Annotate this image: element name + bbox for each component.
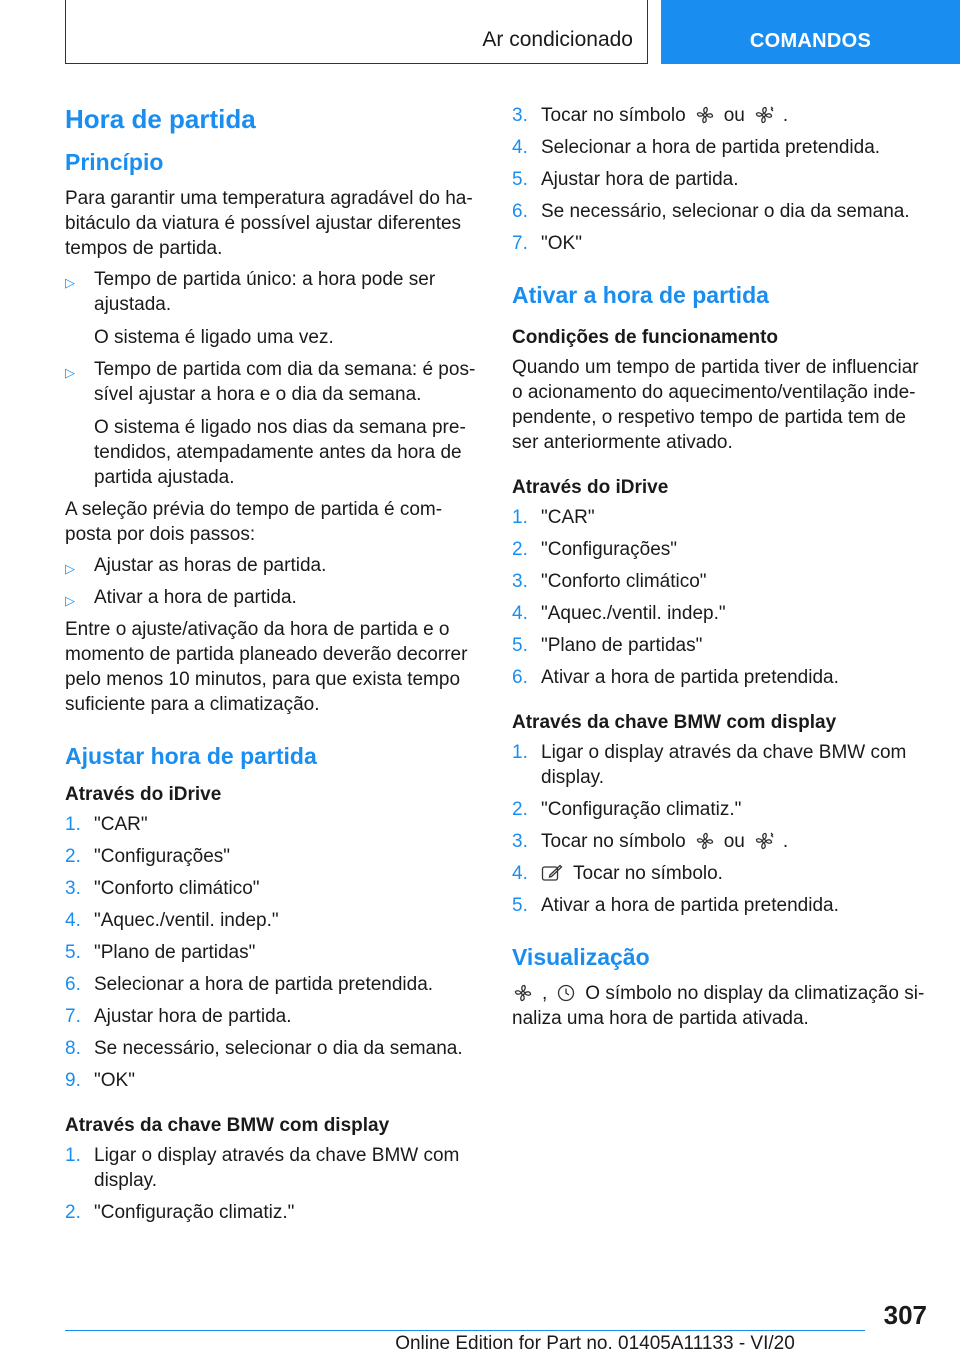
fan-icon bbox=[512, 984, 534, 1002]
left-column bbox=[65, 100, 477, 1232]
list-item bbox=[65, 585, 477, 610]
step-text: "Plano de partidas" bbox=[94, 942, 256, 963]
header-section-box bbox=[65, 0, 648, 64]
step-text: "Aquec./ventil. indep." bbox=[94, 910, 279, 931]
step-text: "Plano de partidas" bbox=[541, 635, 703, 656]
key-heading: Através da chave BMW com display bbox=[65, 1115, 390, 1136]
step-text-mid: ou bbox=[723, 105, 745, 126]
step-number: 1. bbox=[65, 814, 81, 835]
list-item bbox=[512, 505, 927, 530]
step-text: Tocar no símbolo. bbox=[573, 863, 723, 884]
list-item bbox=[512, 135, 927, 160]
display-text-paragraph bbox=[512, 981, 927, 1031]
list-item bbox=[512, 601, 927, 626]
list-item bbox=[512, 537, 927, 562]
mode-text: Tempo de partida único: a hora pode ser ajustada. bbox=[94, 269, 436, 315]
mode-subtext: O sistema é ligado nos dias da semana pretendidos, atempadamente antes da hora de partida ajustada. bbox=[94, 417, 466, 488]
step-number: 5. bbox=[65, 942, 81, 963]
step-text: "CAR" bbox=[541, 507, 595, 528]
list-item bbox=[65, 1200, 477, 1225]
list-item bbox=[65, 908, 477, 933]
principle-heading: Princípio bbox=[65, 149, 164, 175]
list-item bbox=[512, 167, 927, 192]
step-number: 5. bbox=[512, 169, 528, 190]
step-text: Se necessário, selecionar o dia da semana. bbox=[94, 1038, 463, 1059]
list-item bbox=[65, 1036, 477, 1061]
step-number: 2. bbox=[512, 799, 528, 820]
heat-fan-icon bbox=[753, 832, 775, 850]
step-text: Ativar a hora de partida pretendida. bbox=[541, 667, 839, 688]
step-number: 2. bbox=[65, 846, 81, 867]
step-text: "Configurações" bbox=[541, 539, 678, 560]
step-number: 1. bbox=[65, 1145, 81, 1166]
interval-text: Entre o ajuste/ativação da hora de partida e o momento de partida planeado deverão decorrer pelo menos 10 minutos, para que exista tempo suficiente para a climatização. bbox=[65, 619, 468, 715]
key-heading: Através da chave BMW com display bbox=[512, 712, 837, 733]
list-item bbox=[65, 972, 477, 997]
step-text: Tocar no símbolo bbox=[541, 831, 686, 852]
list-item bbox=[65, 876, 477, 901]
step-number: 2. bbox=[65, 1202, 81, 1223]
step-number: 4. bbox=[65, 910, 81, 931]
list-item bbox=[65, 553, 477, 578]
step-text: Se necessário, selecionar o dia da semana. bbox=[541, 201, 910, 222]
list-item bbox=[512, 633, 927, 658]
idrive-heading: Através do iDrive bbox=[512, 477, 669, 498]
header-chapter-title: COMANDOS bbox=[749, 30, 872, 52]
display-text: O símbolo no display da climatização sinaliza uma hora de partida ativada. bbox=[512, 983, 925, 1029]
list-item bbox=[512, 797, 927, 822]
preselect-step: Ativar a hora de partida. bbox=[94, 587, 297, 608]
step-text: "OK" bbox=[94, 1070, 135, 1091]
step-text: Ajustar hora de partida. bbox=[541, 169, 739, 190]
page-number: 307 bbox=[883, 1300, 927, 1330]
step-number: 6. bbox=[512, 667, 528, 688]
step-number: 3. bbox=[512, 831, 528, 852]
step-text-mid: ou bbox=[723, 831, 745, 852]
step-text: Tocar no símbolo bbox=[541, 105, 686, 126]
right-column bbox=[512, 103, 927, 1031]
preselect-step: Ajustar as horas de partida. bbox=[94, 555, 327, 576]
step-number: 7. bbox=[512, 233, 528, 254]
step-text: "CAR" bbox=[94, 814, 148, 835]
step-text: "Conforto climático" bbox=[541, 571, 707, 592]
footer-edition: Online Edition for Part no. 01405A11133 - VI/20 bbox=[395, 1333, 795, 1354]
step-text: "Conforto climático" bbox=[94, 878, 260, 899]
list-item bbox=[512, 231, 927, 256]
list-item bbox=[512, 829, 927, 854]
footer-divider bbox=[65, 1330, 865, 1331]
step-number: 6. bbox=[65, 974, 81, 995]
step-number: 3. bbox=[512, 105, 528, 126]
heat-fan-icon bbox=[753, 106, 775, 124]
step-text: Selecionar a hora de partida pretendida. bbox=[94, 974, 434, 995]
step-number: 5. bbox=[512, 635, 528, 656]
step-number: 4. bbox=[512, 863, 528, 884]
display-heading: Visualização bbox=[512, 944, 650, 970]
list-item bbox=[65, 1068, 477, 1093]
step-text-end: . bbox=[782, 105, 789, 126]
step-text: "Configuração climatiz." bbox=[541, 799, 742, 820]
triangle-bullet-icon: ▷ bbox=[65, 561, 75, 576]
step-number: 4. bbox=[512, 137, 528, 158]
header-chapter-tab bbox=[661, 0, 960, 64]
principle-text: Para garantir uma temperatura agradável do habitáculo da viatura é possível ajustar diferentes tempos de partida. bbox=[65, 188, 473, 259]
step-text: Ativar a hora de partida pretendida. bbox=[541, 895, 839, 916]
list-item bbox=[512, 569, 927, 594]
adjust-heading: Ajustar hora de partida bbox=[65, 743, 317, 769]
fan-icon bbox=[694, 832, 716, 850]
mode-text: Tempo de partida com dia da semana: é possível ajustar a hora e o dia da semana. bbox=[94, 359, 476, 405]
activate-heading: Ativar a hora de partida bbox=[512, 282, 769, 308]
list-item bbox=[65, 1004, 477, 1029]
list-item bbox=[512, 199, 927, 224]
clock-icon bbox=[555, 984, 577, 1002]
step-number: 3. bbox=[65, 878, 81, 899]
header-section-title: Ar condicionado bbox=[482, 28, 633, 51]
key-steps-continued-list bbox=[512, 103, 927, 256]
list-item bbox=[512, 861, 927, 886]
mode-subtext: O sistema é ligado uma vez. bbox=[94, 327, 334, 348]
list-item bbox=[65, 357, 477, 490]
step-text-end: . bbox=[782, 831, 789, 852]
list-item bbox=[65, 844, 477, 869]
preselect-text: A seleção prévia do tempo de partida é composta por dois passos: bbox=[65, 499, 443, 545]
step-number: 2. bbox=[512, 539, 528, 560]
list-item bbox=[512, 893, 927, 918]
fan-icon bbox=[694, 106, 716, 124]
conditions-heading: Condições de funcionamento bbox=[512, 327, 779, 348]
step-number: 7. bbox=[65, 1006, 81, 1027]
list-item bbox=[512, 665, 927, 690]
step-number: 1. bbox=[512, 507, 528, 528]
step-number: 4. bbox=[512, 603, 528, 624]
idrive-steps-list bbox=[65, 812, 477, 1093]
step-number: 5. bbox=[512, 895, 528, 916]
display-separator: , bbox=[542, 983, 548, 1004]
step-number: 6. bbox=[512, 201, 528, 222]
step-number: 3. bbox=[512, 571, 528, 592]
list-item bbox=[65, 267, 477, 350]
step-text: "OK" bbox=[541, 233, 582, 254]
step-number: 8. bbox=[65, 1038, 81, 1059]
key-steps-list bbox=[512, 740, 927, 918]
page-title: Hora de partida bbox=[65, 104, 256, 134]
modes-list bbox=[65, 267, 477, 490]
list-item bbox=[65, 940, 477, 965]
preselect-list bbox=[65, 553, 477, 610]
conditions-text: Quando um tempo de partida tiver de influenciar o acionamento do aquecimento/ventilação independente, o respetivo tempo de partida tem de ser anteriormente ativado. bbox=[512, 357, 919, 453]
edit-icon bbox=[541, 864, 563, 882]
idrive-heading: Através do iDrive bbox=[65, 784, 222, 805]
list-item bbox=[512, 103, 927, 128]
step-text: "Configurações" bbox=[94, 846, 231, 867]
list-item bbox=[65, 1143, 477, 1193]
step-number: 1. bbox=[512, 742, 528, 763]
step-number: 9. bbox=[65, 1070, 81, 1091]
triangle-bullet-icon: ▷ bbox=[65, 275, 75, 290]
step-text: Ligar o display através da chave BMW com display. bbox=[541, 742, 907, 788]
list-item bbox=[65, 812, 477, 837]
triangle-bullet-icon: ▷ bbox=[65, 365, 75, 380]
key-steps-list bbox=[65, 1143, 477, 1225]
step-text: "Aquec./ventil. indep." bbox=[541, 603, 726, 624]
step-text: Selecionar a hora de partida pretendida. bbox=[541, 137, 881, 158]
step-text: Ajustar hora de partida. bbox=[94, 1006, 292, 1027]
idrive-steps-list bbox=[512, 505, 927, 690]
step-text: Ligar o display através da chave BMW com display. bbox=[94, 1145, 460, 1191]
step-text: "Configuração climatiz." bbox=[94, 1202, 295, 1223]
triangle-bullet-icon: ▷ bbox=[65, 593, 75, 608]
list-item bbox=[512, 740, 927, 790]
